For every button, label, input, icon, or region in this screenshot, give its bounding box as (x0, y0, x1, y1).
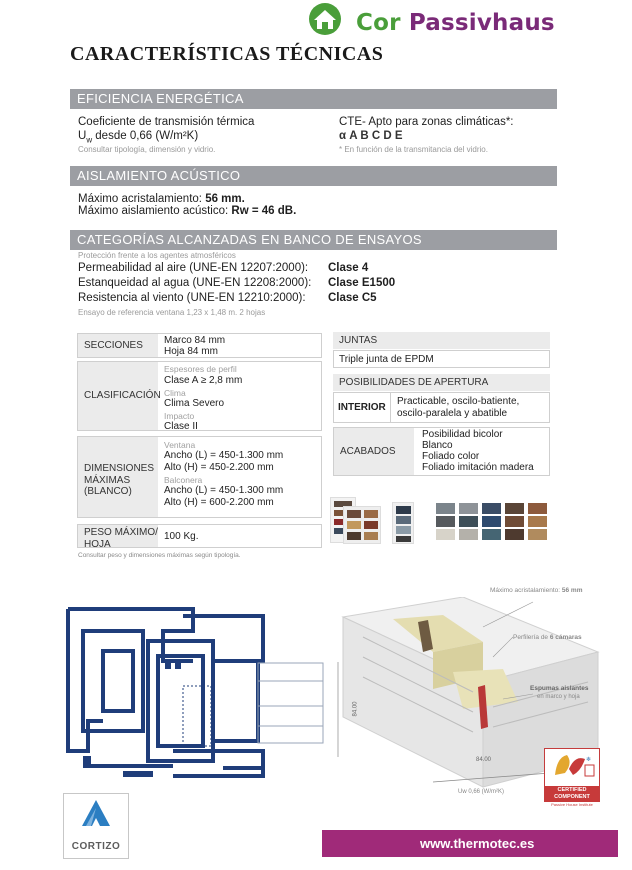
coef-note: Consultar tipología, dimensión y vidrio. (78, 145, 216, 154)
dim-group: Ventana (164, 440, 196, 450)
clasif-value: Clase II (164, 421, 198, 431)
acabados-value: Blanco (422, 440, 453, 451)
peso-label: PESO MÁXIMO/ HOJA (78, 525, 158, 547)
interior-label: INTERIOR (338, 402, 386, 413)
apertura-header: POSIBILIDADES DE APERTURA (333, 374, 550, 391)
acabados-value: Foliado imitación madera (422, 462, 534, 473)
cte-label: CTE- Apto para zonas climáticas*: (339, 116, 514, 128)
secciones-marco: Marco 84 mm (164, 335, 226, 346)
clasificacion-row (77, 361, 322, 431)
dim-horizontal-label: 84.00 (476, 757, 492, 763)
peso-row (77, 524, 322, 548)
cte-zones: α A B C D E (339, 130, 403, 142)
acabados-label: ACABADOS (334, 428, 414, 475)
cortizo-logo (63, 793, 129, 859)
juntas-row (333, 350, 550, 368)
ensayo-row-value: Clase 4 (328, 262, 369, 274)
cert-line2: COMPONENT (554, 794, 590, 800)
perfileria-callout: Perfilería de 6 cámaras (513, 634, 582, 641)
uw-value: $U_w$ desde 0,66 (W/m²K) (78, 130, 199, 145)
acustico-line1: Máximo acristalamiento: 56 mm. (78, 193, 245, 205)
acustico-line2: Máximo aislamiento acústico: Rw = 46 dB. (78, 205, 297, 217)
dim-value: Alto (H) = 600-2.200 mm (164, 497, 274, 508)
color-swatches (436, 503, 551, 541)
dim-value: Alto (H) = 450-2.200 mm (164, 462, 274, 473)
peso-value: 100 Kg. (164, 531, 199, 542)
clasif-value: Clima Severo (164, 398, 225, 409)
clasif-group: Clima (164, 388, 186, 398)
acabados-value: Foliado color (422, 451, 480, 462)
dim-value: Ancho (L) = 450-1.300 mm (164, 450, 284, 461)
dim-vertical-label: 84.00 (352, 701, 359, 717)
clasificacion-label: CLASIFICACIÓN (78, 362, 158, 430)
dim-group: Balconera (164, 475, 203, 485)
house-logo-icon (306, 2, 344, 36)
ensayo-row-value: Clase C5 (328, 292, 377, 304)
cortizo-logo-icon (64, 794, 128, 838)
table-note: Consultar peso y dimensiones máximas según tipología. (78, 552, 241, 559)
acabados-value: Posibilidad bicolor (422, 429, 503, 440)
secciones-label: SECCIONES (78, 334, 158, 357)
dimensiones-label: DIMENSIONES MÁXIMAS (BLANCO) (78, 437, 158, 517)
footer-url[interactable]: www.thermotec.es (420, 836, 535, 851)
cert-line3: Passive House Institute (551, 802, 593, 807)
interior-row (333, 392, 550, 423)
profile-section-drawing (63, 601, 325, 791)
section-header-eficiencia: EFICIENCIA ENERGÉTICA (70, 89, 557, 109)
ensayo-row-label: Permeabilidad al aire (UNE-EN 12207:2000): (78, 262, 309, 274)
dimensiones-row (77, 436, 322, 518)
passive-house-logo-icon (545, 749, 599, 781)
espumas-callout: Espumas aislantes (530, 685, 589, 692)
dim-value: Ancho (L) = 450-1.300 mm (164, 485, 284, 496)
color-catalog-image (392, 502, 414, 544)
acabados-row (333, 427, 550, 476)
color-catalog-image (343, 506, 381, 544)
espumas-callout-sub: en marco y hoja (537, 694, 580, 700)
certified-component-badge (544, 748, 600, 807)
section-header-ensayos: CATEGORÍAS ALCANZADAS EN BANCO DE ENSAYOS (70, 230, 557, 250)
svg-text:❄: ❄ (586, 757, 592, 763)
juntas-value: Triple junta de EPDM (339, 354, 434, 365)
juntas-header: JUNTAS (333, 332, 550, 349)
secciones-hoja: Hoja 84 mm (164, 346, 218, 357)
clasif-group: Espesores de perfil (164, 364, 237, 374)
ensayo-row-label: Estanqueidad al agua (UNE-EN 12208:2000): (78, 277, 312, 289)
cortizo-name: CORTIZO (71, 841, 121, 852)
uw-callout: Uw 0,66 (W/m²K) (458, 789, 505, 795)
coef-label: Coeficiente de transmisión térmica (78, 116, 255, 128)
section-header-acustico: AISLAMIENTO ACÚSTICO (70, 166, 557, 186)
clasif-value: Clase A ≥ 2,8 mm (164, 375, 243, 386)
ensayo-row-label: Resistencia al viento (UNE-EN 12210:2000): (78, 292, 306, 304)
interior-value: oscilo-paralela y abatible (397, 408, 508, 419)
brand-name: Cor Passivhaus (356, 10, 555, 36)
interior-value: Practicable, oscilo-batiente, (397, 396, 520, 407)
secciones-row (77, 333, 322, 358)
cert-line1: CERTIFIED (557, 787, 587, 793)
page-title: CARACTERÍSTICAS TÉCNICAS (70, 43, 384, 65)
ensayo-row-value: Clase E1500 (328, 277, 396, 289)
cte-note: * En función de la transmitancia del vidrio. (339, 145, 488, 154)
ensayos-note-top: Protección frente a los agentes atmosféricos (78, 251, 236, 260)
clasif-group: Impacto (164, 411, 195, 421)
footer-url-bar[interactable] (322, 830, 618, 857)
ensayos-note-bottom: Ensayo de referencia ventana 1,23 x 1,48 m. 2 hojas (78, 308, 266, 317)
max-glazing-callout: Máximo acristalamiento: 56 mm (490, 587, 583, 594)
